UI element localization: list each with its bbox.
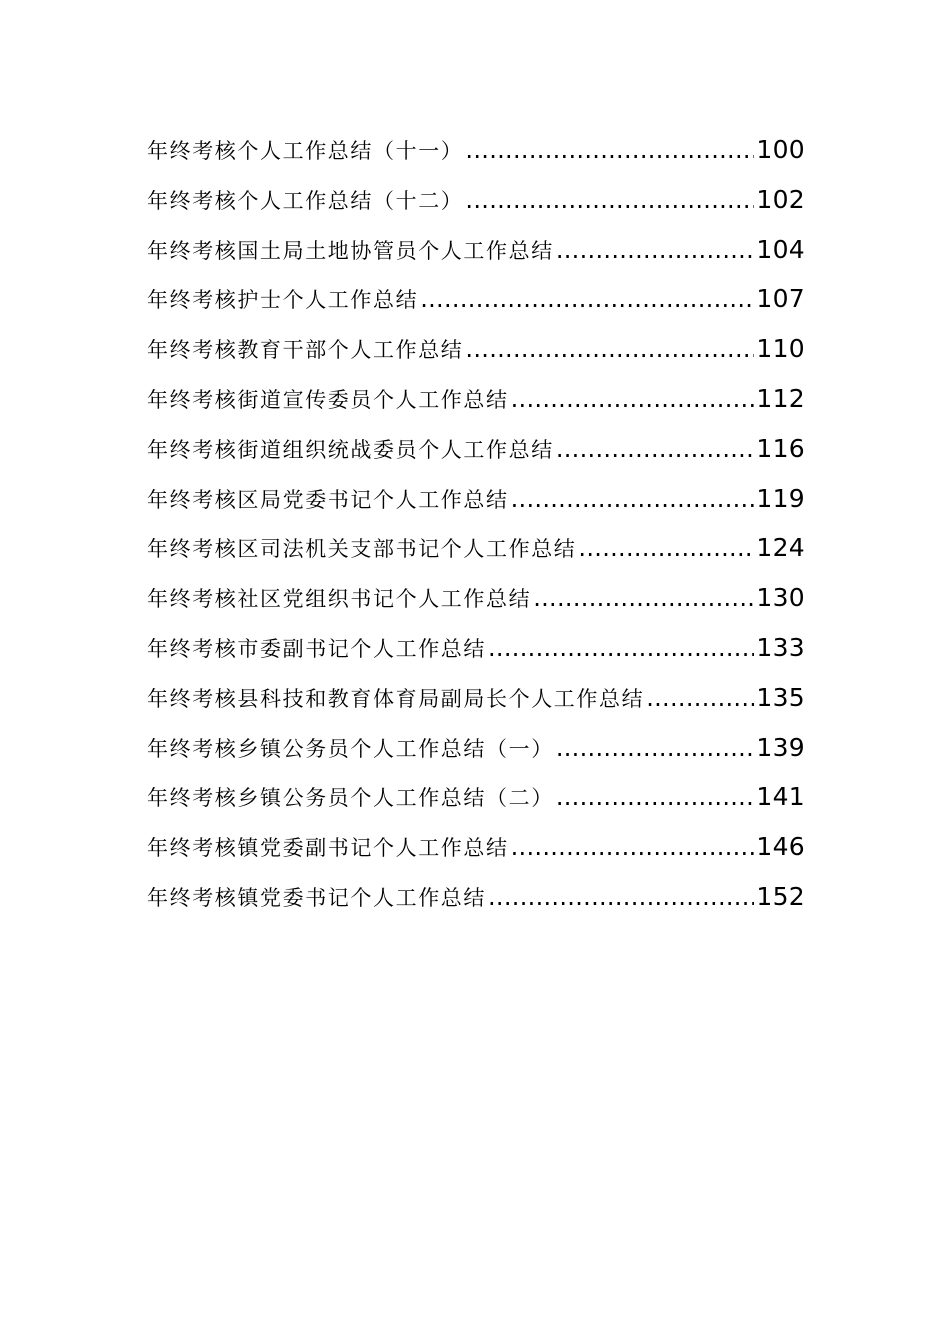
toc-dot-leader [646,674,754,723]
toc-entry-title: 年终考核区局党委书记个人工作总结 [147,487,509,512]
toc-entry[interactable] [147,274,805,324]
toc-entry-title: 年终考核乡镇公务员个人工作总结（二） [147,786,554,811]
toc-entry-title: 年终考核乡镇公务员个人工作总结（一） [147,736,554,761]
toc-entry[interactable] [147,673,805,723]
toc-entry[interactable] [147,822,805,872]
toc-entry-page-number: 102 [756,184,805,214]
toc-entry-title: 年终考核护士个人工作总结 [147,288,419,313]
toc-entry-title: 年终考核教育干部个人工作总结 [147,338,464,363]
toc-dot-leader [465,325,754,374]
toc-entry[interactable] [147,872,805,922]
toc-dot-leader [556,724,755,773]
toc-entry-page-number: 133 [756,632,805,662]
toc-entry-title: 年终考核街道组织统战委员个人工作总结 [147,437,554,462]
toc-dot-leader [420,275,754,324]
toc-entry-page-number: 139 [756,732,805,762]
toc-dot-leader [556,773,755,822]
toc-dot-leader [511,823,755,872]
toc-entry-page-number: 152 [756,881,805,911]
toc-dot-leader [465,126,754,175]
toc-entry-title: 年终考核街道宣传委员个人工作总结 [147,387,509,412]
toc-entry-page-number: 100 [756,135,805,164]
toc-entry-page-number: 135 [756,682,805,712]
toc-entry-title: 年终考核国土局土地协管员个人工作总结 [147,238,554,263]
toc-entry-page-number: 119 [756,483,805,513]
toc-dot-leader [488,624,754,673]
toc-entry-page-number: 107 [756,284,805,314]
toc-entry[interactable] [147,474,805,524]
toc-entry-page-number: 146 [756,832,805,862]
toc-entry-page-number: 141 [756,782,805,812]
toc-entry-page-number: 124 [756,533,805,563]
toc-dot-leader [556,226,755,275]
toc-entry[interactable] [147,424,805,474]
toc-entry-title: 年终考核镇党委书记个人工作总结 [147,885,486,910]
toc-entry[interactable] [147,523,805,573]
toc-dot-leader [556,425,755,474]
toc-entry-title: 年终考核社区党组织书记个人工作总结 [147,587,532,612]
toc-entry-title: 年终考核市委副书记个人工作总结 [147,636,486,661]
toc-entry[interactable] [147,125,805,175]
toc-entry[interactable] [147,772,805,822]
toc-entry-page-number: 116 [756,433,805,463]
toc-entry[interactable] [147,623,805,673]
toc-entry[interactable] [147,374,805,424]
table-of-contents [147,125,805,922]
toc-entry-title: 年终考核县科技和教育体育局副局长个人工作总结 [147,686,645,711]
toc-entry[interactable] [147,175,805,225]
toc-entry-page-number: 104 [756,234,805,264]
toc-dot-leader [488,873,754,922]
toc-entry-title: 年终考核镇党委副书记个人工作总结 [147,836,509,861]
toc-dot-leader [578,524,754,573]
toc-dot-leader [511,475,755,524]
toc-entry-title: 年终考核个人工作总结（十一） [147,139,464,163]
toc-entry[interactable] [147,324,805,374]
toc-entry-page-number: 110 [756,334,805,364]
toc-entry-page-number: 130 [756,583,805,613]
toc-entry-title: 年终考核区司法机关支部书记个人工作总结 [147,537,577,562]
toc-dot-leader [511,375,755,424]
toc-entry[interactable] [147,573,805,623]
toc-dot-leader [465,176,754,225]
toc-entry[interactable] [147,225,805,275]
toc-entry-page-number: 112 [756,383,805,413]
toc-dot-leader [533,574,754,623]
toc-entry[interactable] [147,723,805,773]
toc-entry-title: 年终考核个人工作总结（十二） [147,188,464,213]
